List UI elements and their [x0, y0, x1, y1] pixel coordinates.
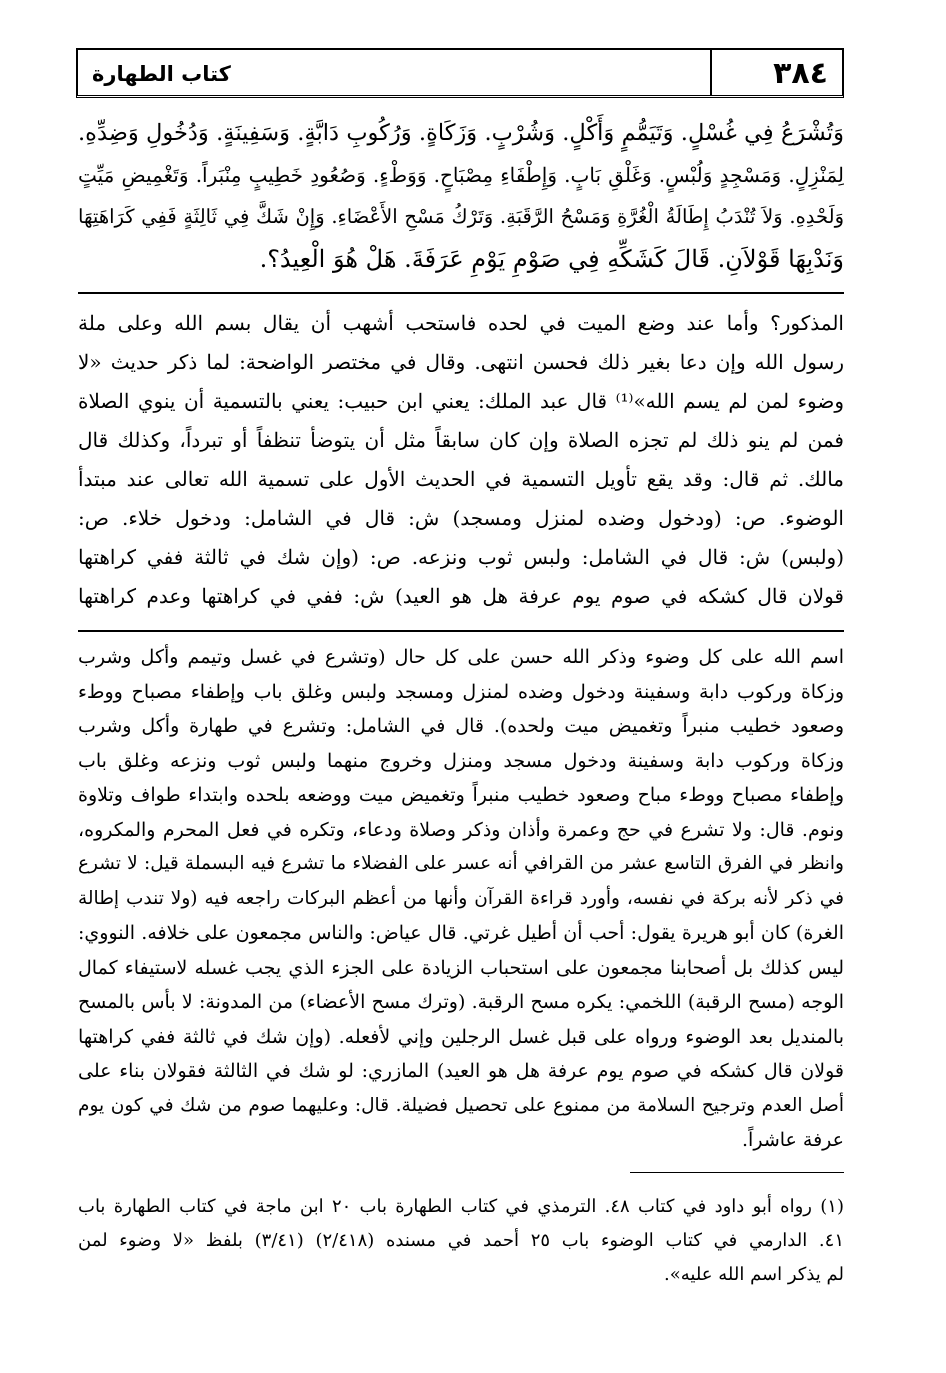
matn-text: [78, 112, 844, 280]
commentary-section-1: [78, 304, 844, 616]
commentary-line: وزكاة وركوب دابة وسفينة ودخول وضده لمنزل ومسجد ولبس وغلق باب وإطفاء مصباح ووطء: [78, 680, 844, 703]
commentary-line: وزكاة وركوب دابة وسفينة ودخول مسجد ومنزل وخروج منهما ولبس ثوب ونزعه وغلق باب: [78, 749, 844, 772]
book-title: كتاب الطهارة: [92, 62, 231, 86]
commentary-line: وضوء لمن لم يسم الله»⁽¹⁾ قال عبد الملك: يعني ابن حبيب: يعني بالتسمية أن ينوي الصلاة: [78, 389, 844, 413]
commentary-line: اسم الله على كل وضوء وذكر الله حسن على كل حال (وتشرع في غسل وتيمم وأكل وشرب: [78, 646, 844, 668]
commentary-line: الغرة) كان أبو هريرة يقول: أحب أن أطيل غرتي. قال عياض: والناس مجمعون على خلافه. النووي:: [78, 922, 844, 944]
page-number: ٣٨٤: [773, 56, 828, 91]
commentary-line: بالمنديل بعد الوضوء ورواه على قبل غسل الرجلين وإني لأفعله. (وإن شك في ثالثة ففي كراهتها: [78, 1025, 844, 1048]
matn-line: وَلَحْدِهِ. وَلاَ تُنْدَبُ إِطَالَةُ الْغُرَّةِ وَمَسْحُ الرَّقَبَةِ. وَتَرْكُ مَسْحِ الأَعْضَاءِ. وَإِنْ شَكَّ فِي ثَالِثَةٍ فَفِي كَرَاهَتِهَا: [78, 205, 844, 228]
commentary-line: أصل العدم وترجيح السلامة من ممنوع على تحصيل فضيلة. قال: وعليهما صوم من شك في كون يوم: [78, 1094, 844, 1116]
commentary-line: مالك. ثم قال: وقد يقع تأويل التسمية في الحديث الأول على تسمية الله تعالى عند مبتدأ: [78, 467, 844, 491]
commentary-line: قولان قال كشكه في صوم يوم عرفة هل هو العيد) المازري: لو شك في الثالثة فقولان بناء على: [78, 1060, 844, 1082]
footnote-divider: [630, 1172, 844, 1173]
commentary-line: ونوم. قال: ولا تشرع في حج وعمرة وأذان وذكر وصلاة ودعاء، وتكره في فعل المحرم والمكروه،: [78, 818, 844, 841]
commentary-line: ليس كذلك بل أصحابنا مجمعون على استحباب الزيادة على الجزء الذي يجب غسله لاستيفاء كمال: [78, 956, 844, 979]
section-divider: [78, 292, 844, 294]
commentary-line: المذكور؟ وأما عند وضع الميت في لحده فاستحب أشهب أن يقال بسم الله وعلى ملة: [78, 311, 844, 335]
page-header: [76, 48, 844, 98]
matn-line: وَنَدْبِهَا قَوْلاَنِ. قَالَ كَشَكِّهِ فِي صَوْمِ يَوْمِ عَرَفَةَ. هَلْ هُوَ الْعِيدُ؟.: [259, 245, 844, 273]
commentary-line: رسول الله وإن دعا بغير ذلك فحسن انتهى. وقال في مختصر الواضحة: لما ذكر حديث «لا: [78, 350, 844, 374]
commentary-line: عرفة عاشراً.: [742, 1129, 844, 1151]
commentary-line: (ولبس) ش: قال في الشامل: ولبس ثوب ونزعه. ص: (وإن شك في ثالثة ففي كراهتها: [78, 545, 844, 569]
matn-line: لِمَنْزِلٍ. وَمَسْجِدٍ وَلُبْسٍ. وَغَلْقِ بَابٍ. وَإِطْفَاءِ مِصْبَاحٍ. وَوَطْءٍ. وَصُعُودِ خَطِيبٍ مِنْبَراً. وَتَغْمِيضِ مَيِّتٍ: [78, 163, 844, 187]
matn-line: وَتُشْرَعُ فِي غُسْلٍ. وَتَيَمُّمٍ وَأَكْلٍ. وَشُرْبٍ. وَزَكَاةٍ. وَرُكُوبِ دَابَّةٍ. وَسَفِينَةٍ. وَدُخُولِ وَضِدِّهِ.: [78, 120, 844, 146]
commentary-line: فمن لم ينو ذلك لم تجزه الصلاة وإن كان سابقاً مثل أن يتوضأ تنظفاً أو تبرداً، وكذلك قال: [78, 428, 844, 452]
footnotes: [78, 1190, 844, 1292]
footnote-line: (١) رواه أبو داود في كتاب ٤٨. الترمذي في كتاب الطهارة باب ٢٠ ابن ماجة في كتاب الطهارة باب: [78, 1196, 844, 1217]
commentary-line: في ذكر لأنه بركة في نفسه، وأورد قراءة القرآن وأنها من أعظم البركات راجعه فيه (ولا تندب إطالة: [78, 887, 844, 909]
commentary-line: وانظر في الفرق التاسع عشر من القرافي أنه عسر على الفضلاء ما تشرع فيه البسملة قيل: لا تشرع: [78, 853, 844, 874]
commentary-section-2: [78, 640, 844, 1158]
commentary-line: وصعود خطيب منبراً وتغميض ميت ولحده). قال في الشامل: وتشرع في طهارة وأكل وشرب: [78, 715, 844, 737]
commentary-line: قولان قال كشكه في صوم يوم عرفة هل هو العيد) ش: ففي في كراهتها وعدم كراهتها: [78, 584, 844, 608]
commentary-line: الوضوء. ص: (ودخول وضده لمنزل ومسجد) ش: قال في الشامل: ودخول خلاء. ص:: [78, 506, 844, 530]
footnote-line: لم يذكر اسم الله عليه».: [664, 1264, 844, 1285]
commentary-line: الوجه (مسح الرقبة) اللخمي: يكره مسح الرقبة. (وترك مسح الأعضاء) من المدونة: لا بأس بالمسح: [78, 991, 844, 1013]
section-divider: [78, 630, 844, 632]
commentary-line: وإطفاء مصباح ووطء مباح وصعود خطيب منبراً وتغميض ميت ووضعه بلحده وابتداء طواف وتلاوة: [78, 784, 844, 806]
footnote-line: ٤١. الدارمي في كتاب الوضوء باب ٢٥ أحمد في مسنده (٢/٤١٨) (٣/٤١) بلفظ «لا وضوء لمن: [78, 1230, 844, 1251]
header-divider: [710, 50, 712, 96]
